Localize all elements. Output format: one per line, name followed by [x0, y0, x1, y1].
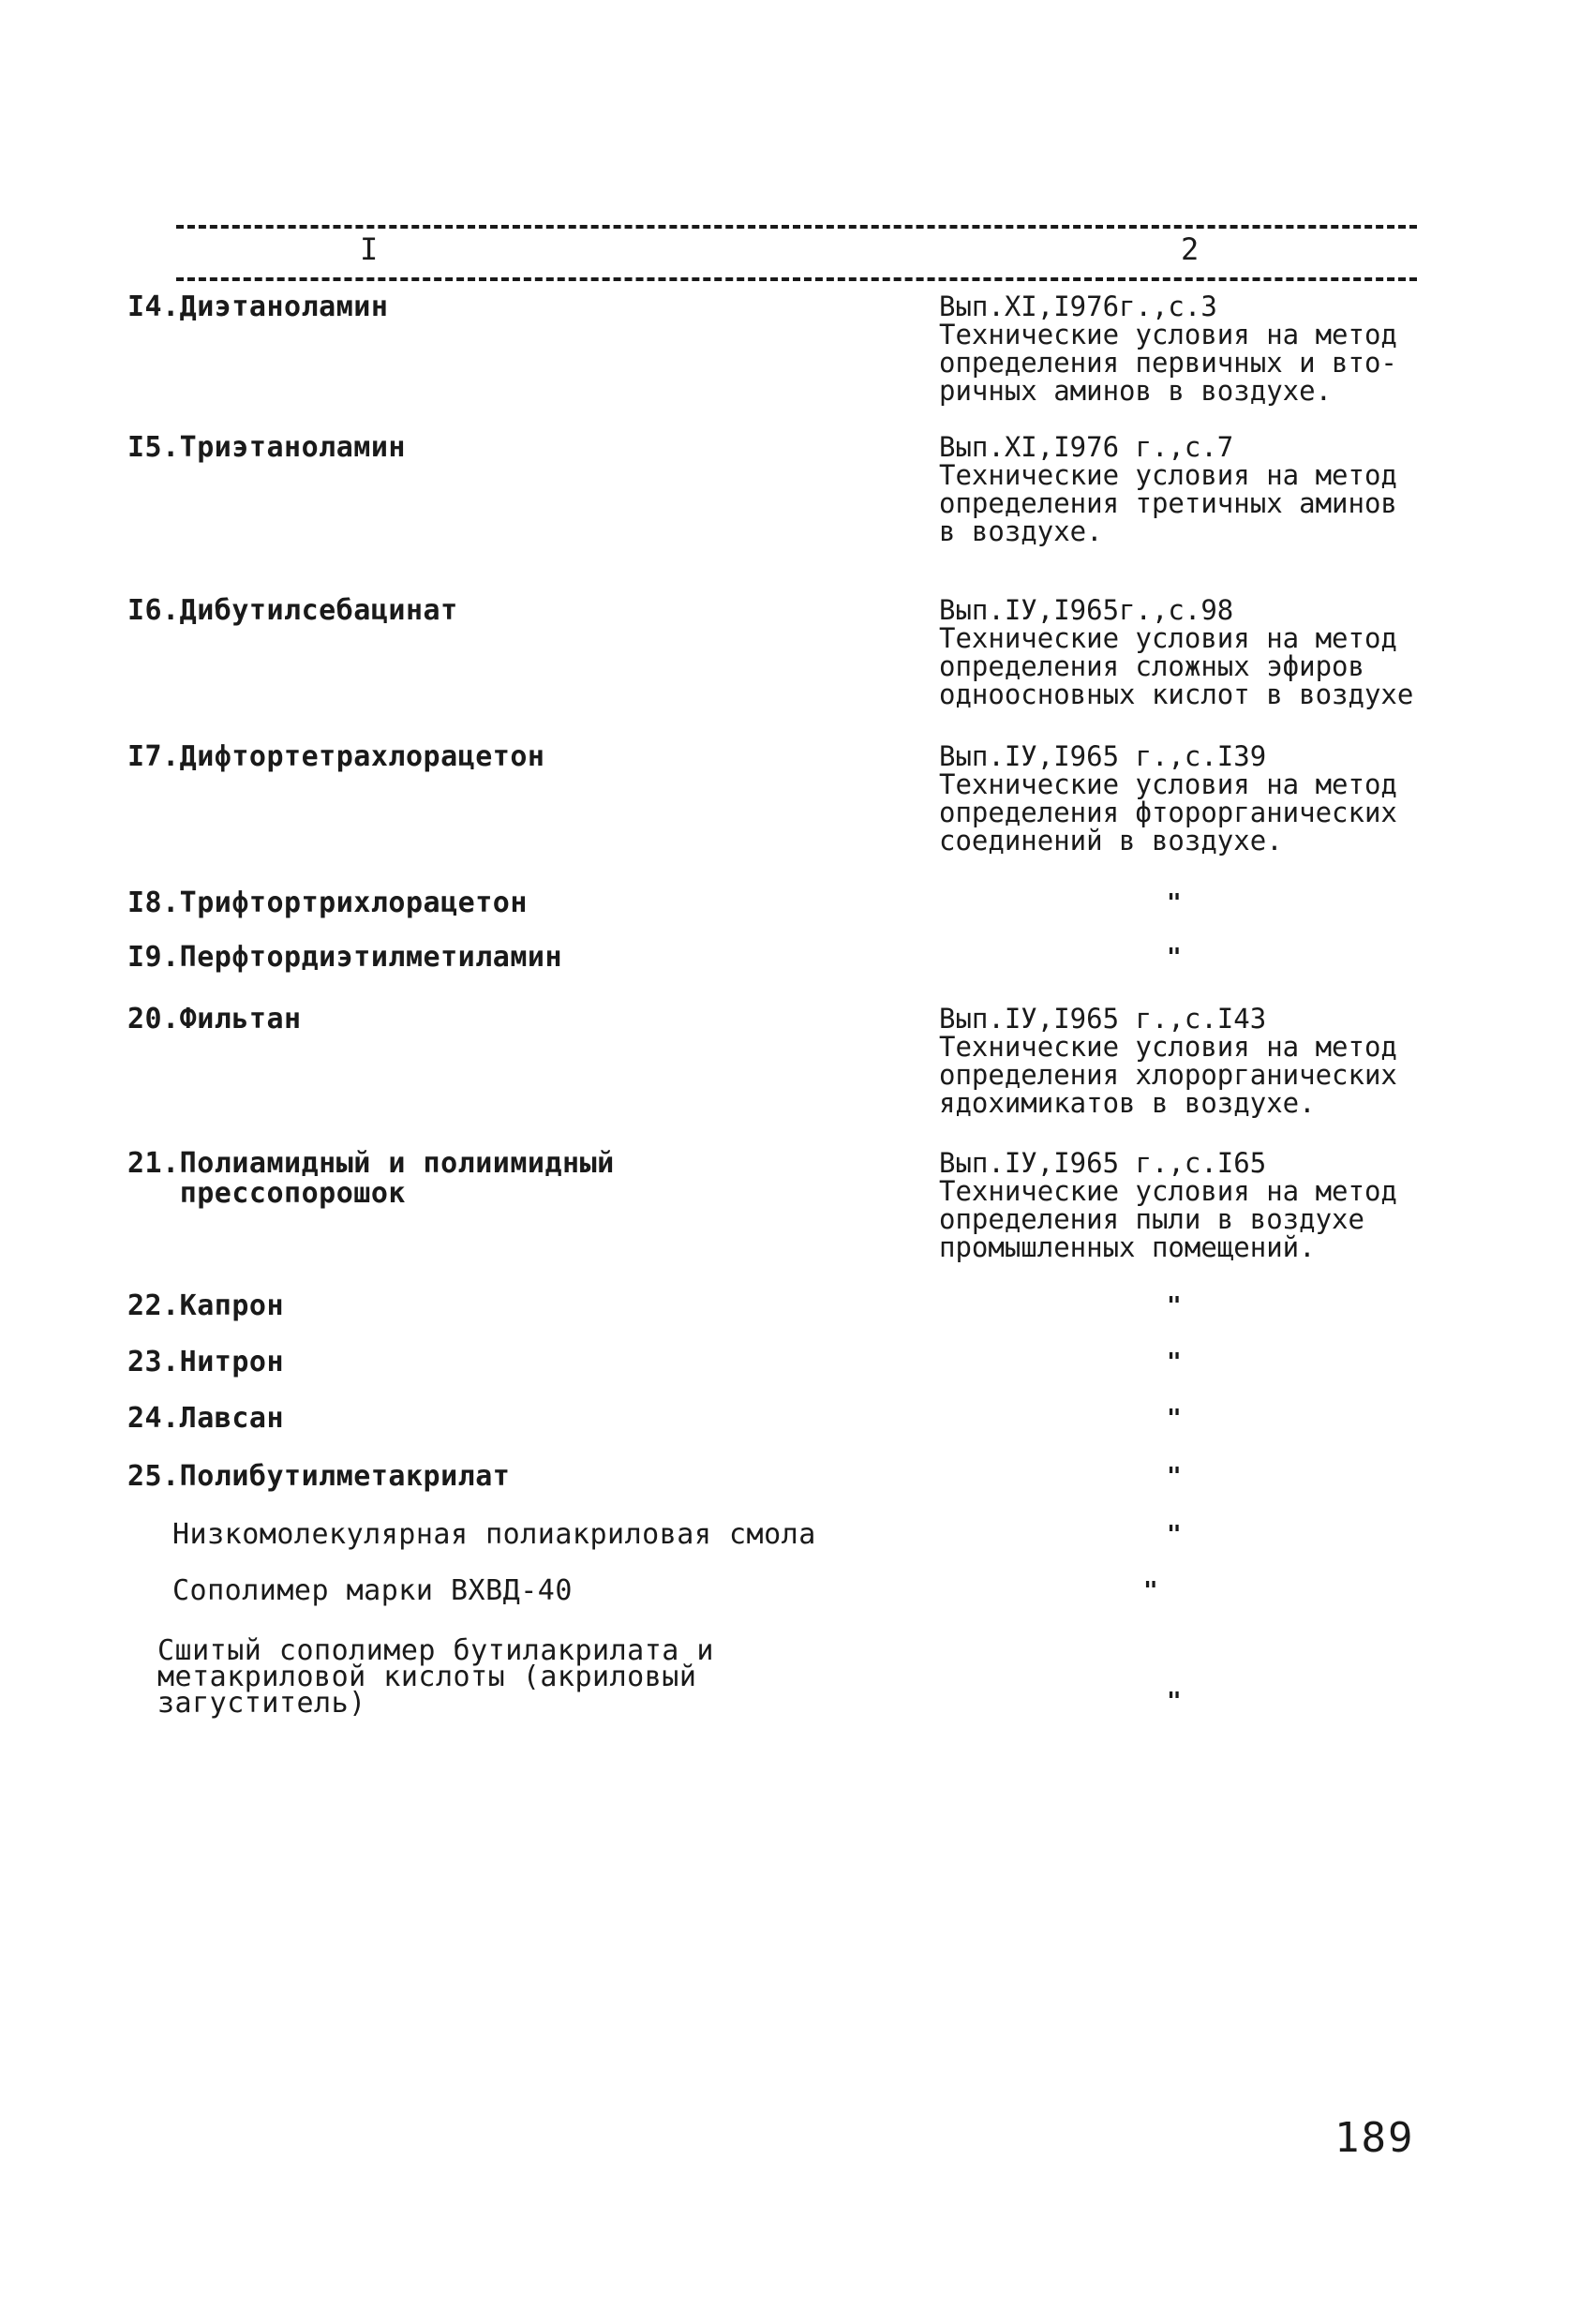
column-1-header: I [360, 231, 379, 267]
substance-name: 21.Полиамидный и полиимидный прессопорошок [127, 1147, 615, 1210]
substance-name: I5.Триэтаноламин [127, 431, 406, 464]
ditto-mark: " [1167, 889, 1182, 917]
substance-name: 22.Капрон [127, 1289, 285, 1322]
ditto-mark: " [1167, 1348, 1182, 1377]
substance-name: 20.Фильтан [127, 1003, 302, 1035]
substance-name: I6.Дибутилсебацинат [127, 594, 458, 627]
substance-name: Сополимер марки ВХВД-40 [172, 1574, 573, 1607]
method-reference: Вып.IУ,I965 г.,с.I65 Технические условия на метод определения пыли в воздухе промышленных помещений. [939, 1147, 1397, 1263]
ditto-mark: " [1167, 1521, 1182, 1549]
ditto-mark: " [1167, 1405, 1182, 1433]
substance-name: I9.Перфтордиэтилметиламин [127, 941, 563, 974]
substance-name: Сшитый сополимер бутилакрилата и метакриловой кислоты (акриловый загуститель) [157, 1634, 714, 1720]
table-top-rule [176, 225, 1417, 229]
ditto-mark: " [1143, 1577, 1158, 1605]
substance-name: I8.Трифтортрихлорацетон [127, 886, 528, 919]
method-reference: Вып.IУ,I965 г.,с.I43 Технические условия на метод определения хлорорганических ядохимикатов в воздухе. [939, 1003, 1397, 1119]
substance-name: 23.Нитрон [127, 1346, 285, 1378]
ditto-mark: " [1167, 1292, 1182, 1320]
ditto-mark: " [1167, 1688, 1182, 1716]
column-2-header: 2 [1181, 231, 1200, 267]
method-reference: Вып.ХI,I976г.,с.3 Технические условия на метод определения первичных и вто- ричных аминов в воздухе. [939, 290, 1397, 407]
ditto-mark: " [1167, 1463, 1182, 1491]
substance-name: I4.Диэтаноламин [127, 290, 389, 323]
substance-name: 25.Полибутилметакрилат [127, 1460, 511, 1493]
ditto-mark: " [1167, 944, 1182, 972]
substance-name: Низкомолекулярная полиакриловая смола [172, 1518, 816, 1551]
method-reference: Вып.ХI,I976 г.,с.7 Технические условия на метод определения третичных аминов в воздухе. [939, 431, 1397, 547]
substance-name: I7.Дифтортетрахлорацетон [127, 740, 545, 773]
substance-name: 24.Лавсан [127, 1402, 285, 1435]
method-reference: Вып.IУ,I965 г.,с.I39 Технические условия на метод определения фторорганических соединений в воздухе. [939, 740, 1397, 857]
table-header-rule [176, 277, 1417, 281]
page-number: 189 [1334, 2114, 1415, 2162]
method-reference: Вып.IУ,I965г.,с.98 Технические условия на метод определения сложных эфиров одноосновных кислот в воздухе [939, 594, 1414, 710]
